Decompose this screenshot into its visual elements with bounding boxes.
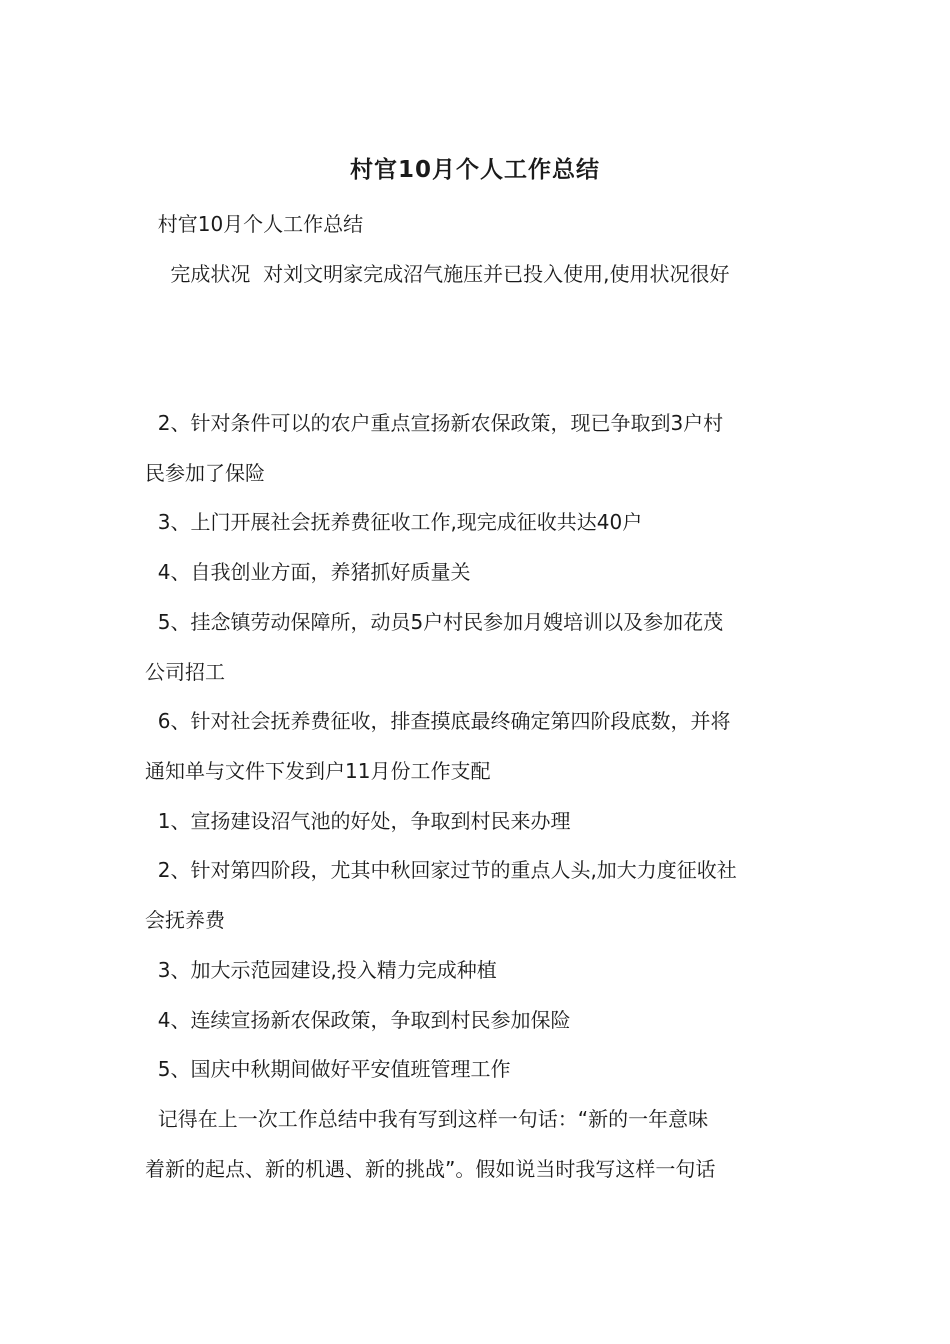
body-line: 村官10月个人工作总结 (145, 212, 364, 236)
body-line: 记得在上一次工作总结中我有写到这样一句话：“新的一年意味 (145, 1107, 709, 1131)
body-line: 民参加了保险 (145, 461, 265, 485)
body-line: 5、挂念镇劳动保障所，动员5户村民参加月嫂培训以及参加花茂 (145, 610, 724, 634)
body-line: 着新的起点、新的机遇、新的挑战”。假如说当时我写这样一句话 (145, 1157, 716, 1181)
body-line: 公司招工 (145, 660, 225, 684)
body-line: 2、针对第四阶段，尤其中秋回家过节的重点人头,加大力度征收社 (145, 858, 737, 882)
body-line: 3、加大示范园建设,投入精力完成种植 (145, 958, 497, 982)
document-title: 村官10月个人工作总结 (349, 157, 600, 183)
body-line: 3、上门开展社会抚养费征收工作,现完成征收共达40户 (145, 510, 643, 534)
body-line: 完成状况 对刘文明家完成沼气施压并已投入使用,使用状况很好 (145, 262, 730, 286)
body-line: 4、连续宣扬新农保政策，争取到村民参加保险 (145, 1008, 571, 1032)
body-line: 5、国庆中秋期间做好平安值班管理工作 (145, 1057, 511, 1081)
body-line: 2、针对条件可以的农户重点宣扬新农保政策，现已争取到3户村 (145, 411, 724, 435)
body-line: 4、自我创业方面，养猪抓好质量关 (145, 560, 471, 584)
body-line: 会抚养费 (145, 908, 225, 932)
body-line: 6、针对社会抚养费征收，排查摸底最终确定第四阶段底数，并将 (145, 709, 731, 733)
body-line: 通知单与文件下发到户11月份工作支配 (145, 759, 491, 783)
body-line: 1、宣扬建设沼气池的好处，争取到村民来办理 (145, 809, 571, 833)
